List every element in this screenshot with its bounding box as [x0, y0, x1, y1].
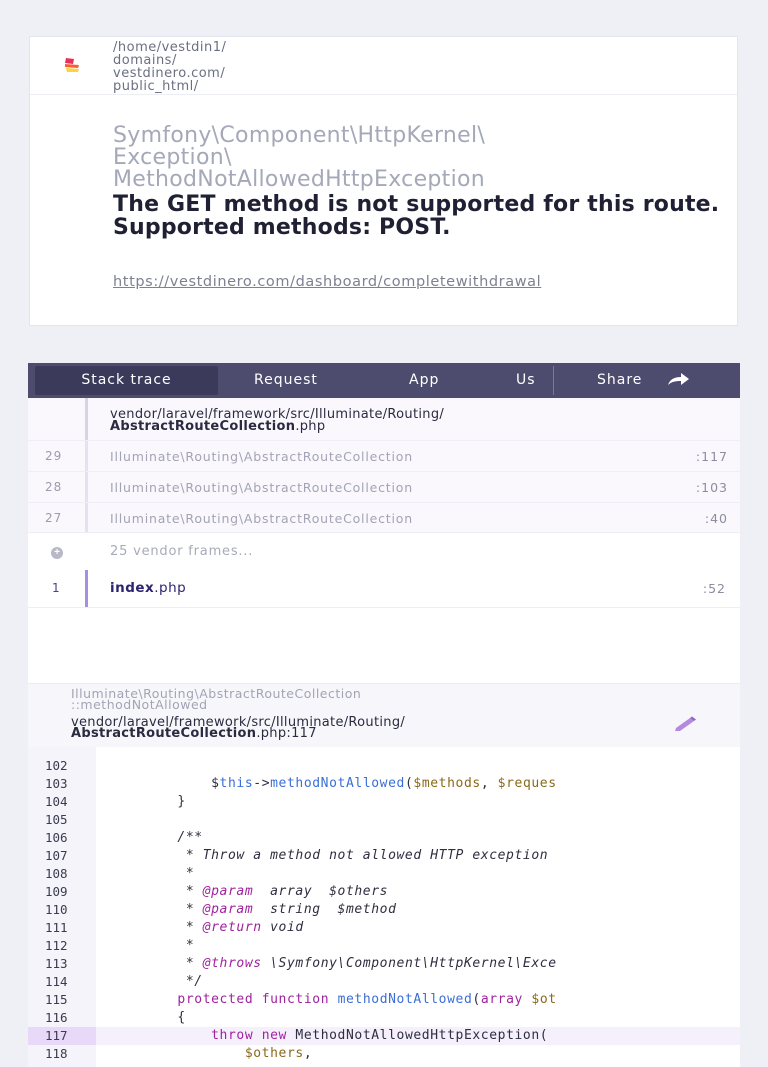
code-line: 114 */ — [45, 974, 203, 989]
source-file-path: vendor/laravel/framework/src/Illuminate/Routing/ AbstractRouteCollection.php:117 — [71, 715, 406, 741]
code-line: 107 * Throw a method not allowed HTTP exception — [45, 848, 549, 863]
card-header — [30, 37, 737, 95]
tab-divider — [553, 366, 554, 395]
code-line: 111 * @return void — [45, 920, 304, 935]
app-frame-row[interactable]: 1 index.php :52 — [28, 570, 740, 608]
code-line: 116 { — [45, 1010, 186, 1025]
path-line: public_html/ — [113, 79, 199, 94]
path-line: /home/vestdin1/ — [113, 40, 227, 55]
tab-user[interactable]: Us — [516, 372, 536, 388]
tab-stack-trace[interactable]: Stack trace — [35, 366, 218, 395]
stack-trace-panel — [28, 363, 740, 1061]
code-line: 105 — [45, 812, 68, 827]
code-snippet — [28, 747, 740, 1067]
exception-message: The GET method is not supported for this route. Supported methods: POST. — [113, 192, 720, 240]
pencil-edit-icon[interactable] — [673, 715, 697, 731]
code-line: 113 * @throws \Symfony\Component\HttpKernel\Exce — [45, 956, 557, 971]
code-line: 110 * @param string $method — [45, 902, 397, 917]
frame-row[interactable]: 27 Illuminate\Routing\AbstractRouteCollection :40 — [28, 502, 740, 534]
tab-request[interactable]: Request — [254, 372, 318, 388]
code-line: 112 * — [45, 938, 195, 953]
share-arrow-icon — [666, 373, 690, 387]
exception-card — [29, 36, 738, 326]
vendor-file-group[interactable] — [28, 398, 740, 440]
expand-vendor-frames-button[interactable]: + 25 vendor frames... — [28, 532, 740, 572]
vendor-file-path: vendor/laravel/framework/src/Illuminate/Routing/ AbstractRouteCollection.php — [110, 407, 445, 434]
source-header — [28, 683, 740, 748]
exception-class: Symfony\Component\HttpKernel\ Exception\ MethodNotAllowedHttpException — [113, 123, 486, 192]
path-line: vestdinero.com/ — [113, 66, 226, 81]
source-class: Illuminate\Routing\AbstractRouteCollection ::methodNotAllowed — [71, 686, 362, 712]
code-line: 109 * @param array $others — [45, 884, 389, 899]
frame-row[interactable]: 29 Illuminate\Routing\AbstractRouteCollection :117 — [28, 440, 740, 472]
plus-circle-icon: + — [51, 547, 63, 559]
code-line: 103 $this->methodNotAllowed($methods, $reques — [45, 776, 557, 791]
app-path — [113, 41, 226, 93]
share-button[interactable] — [597, 363, 690, 398]
code-line: 106 /** — [45, 830, 203, 845]
code-line: 102 — [45, 758, 68, 773]
code-line-highlighted: 117 throw new MethodNotAllowedHttpException( — [28, 1027, 740, 1045]
code-line: 108 * — [45, 866, 195, 881]
tab-bar — [28, 363, 740, 398]
path-line: domains/ — [113, 53, 177, 68]
tab-app[interactable]: App — [409, 372, 440, 388]
code-line: 104 } — [45, 794, 186, 809]
share-label: Share — [597, 372, 643, 388]
code-line: 118 $others, — [45, 1046, 313, 1061]
code-line: 115 protected function methodNotAllowed(array $ot — [45, 992, 557, 1007]
request-url-link[interactable]: https://vestdinero.com/dashboard/completewithdrawal — [113, 274, 542, 290]
frame-row[interactable]: 28 Illuminate\Routing\AbstractRouteCollection :103 — [28, 471, 740, 503]
ignition-logo-icon — [64, 57, 80, 73]
